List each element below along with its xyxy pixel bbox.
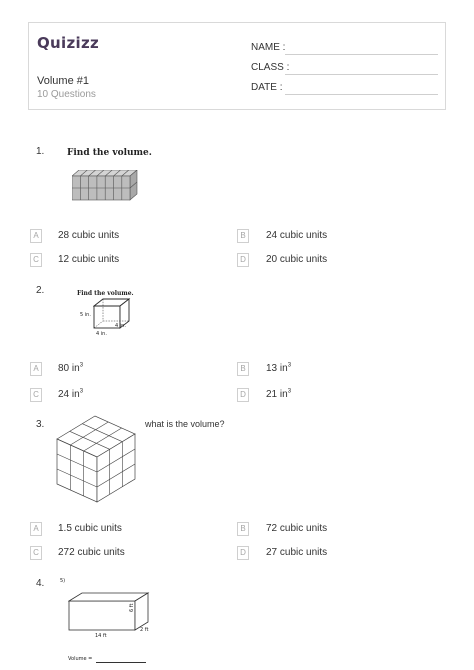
option-text[interactable]: 12 cubic units	[58, 254, 120, 265]
option-letter-b[interactable]: B	[237, 522, 249, 536]
prism-length-label: 14 ft	[95, 633, 107, 639]
prism-depth-label: 2 ft	[140, 627, 149, 633]
box-depth-label: 4 in.	[115, 323, 126, 329]
exponent: 3	[79, 362, 84, 369]
option-text-value: 24 in	[58, 389, 80, 400]
option-letter-b[interactable]: B	[237, 229, 249, 243]
worksheet-header	[28, 22, 446, 110]
option-text[interactable]: 27 cubic units	[266, 547, 328, 558]
box-width-label: 4 in.	[96, 331, 107, 337]
date-line	[285, 94, 438, 95]
option-text[interactable]	[58, 363, 83, 374]
cube-row-figure	[72, 170, 138, 202]
exponent: 3	[287, 388, 292, 395]
question-3-number: 3.	[36, 419, 45, 430]
option-letter-c[interactable]: C	[30, 388, 42, 402]
question-3-prompt: what is the volume?	[145, 419, 225, 429]
worksheet-title: Volume #1	[37, 75, 89, 87]
option-text[interactable]: 24 cubic units	[266, 230, 328, 241]
class-label: CLASS :	[251, 62, 290, 73]
name-line	[285, 54, 438, 55]
option-letter-d[interactable]: D	[237, 546, 249, 560]
volume-answer-label: Volume =	[68, 656, 93, 662]
option-text-value: 80 in	[58, 363, 80, 374]
option-text[interactable]	[266, 389, 291, 400]
option-letter-a[interactable]: A	[30, 362, 42, 376]
option-letter-d[interactable]: D	[237, 253, 249, 267]
date-label: DATE :	[251, 82, 283, 93]
option-text[interactable]: 20 cubic units	[266, 254, 328, 265]
name-label: NAME :	[251, 42, 286, 53]
option-letter-a[interactable]: A	[30, 229, 42, 243]
box-height-label: 5 in.	[80, 312, 91, 318]
option-text[interactable]: 1.5 cubic units	[58, 523, 122, 534]
question-2-number: 2.	[36, 285, 45, 296]
option-letter-c[interactable]: C	[30, 546, 42, 560]
exponent: 3	[79, 388, 84, 395]
option-text-value: 21 in	[266, 389, 288, 400]
option-text[interactable]	[58, 389, 83, 400]
prism-figure	[68, 592, 152, 632]
option-letter-a[interactable]: A	[30, 522, 42, 536]
question-1-number: 1.	[36, 146, 45, 157]
cube-3x3x3-figure	[52, 414, 138, 504]
quizizz-logo: Quizizz	[37, 34, 100, 52]
volume-answer-line[interactable]	[96, 662, 146, 663]
worksheet-subtitle: 10 Questions	[37, 89, 96, 100]
exponent: 3	[287, 362, 292, 369]
option-text[interactable]: 272 cubic units	[58, 547, 125, 558]
question-2-prompt: Find the volume.	[77, 290, 134, 297]
question-4-number: 4.	[36, 578, 45, 589]
option-letter-b[interactable]: B	[237, 362, 249, 376]
question-4-tag: 5)	[60, 578, 66, 584]
option-text[interactable]	[266, 363, 291, 374]
option-letter-c[interactable]: C	[30, 253, 42, 267]
option-text[interactable]: 28 cubic units	[58, 230, 120, 241]
option-text-value: 13 in	[266, 363, 288, 374]
question-1-prompt: Find the volume.	[67, 148, 152, 158]
option-letter-d[interactable]: D	[237, 388, 249, 402]
prism-height-label: 6 ft	[129, 603, 135, 612]
option-text[interactable]: 72 cubic units	[266, 523, 328, 534]
class-line	[285, 74, 438, 75]
